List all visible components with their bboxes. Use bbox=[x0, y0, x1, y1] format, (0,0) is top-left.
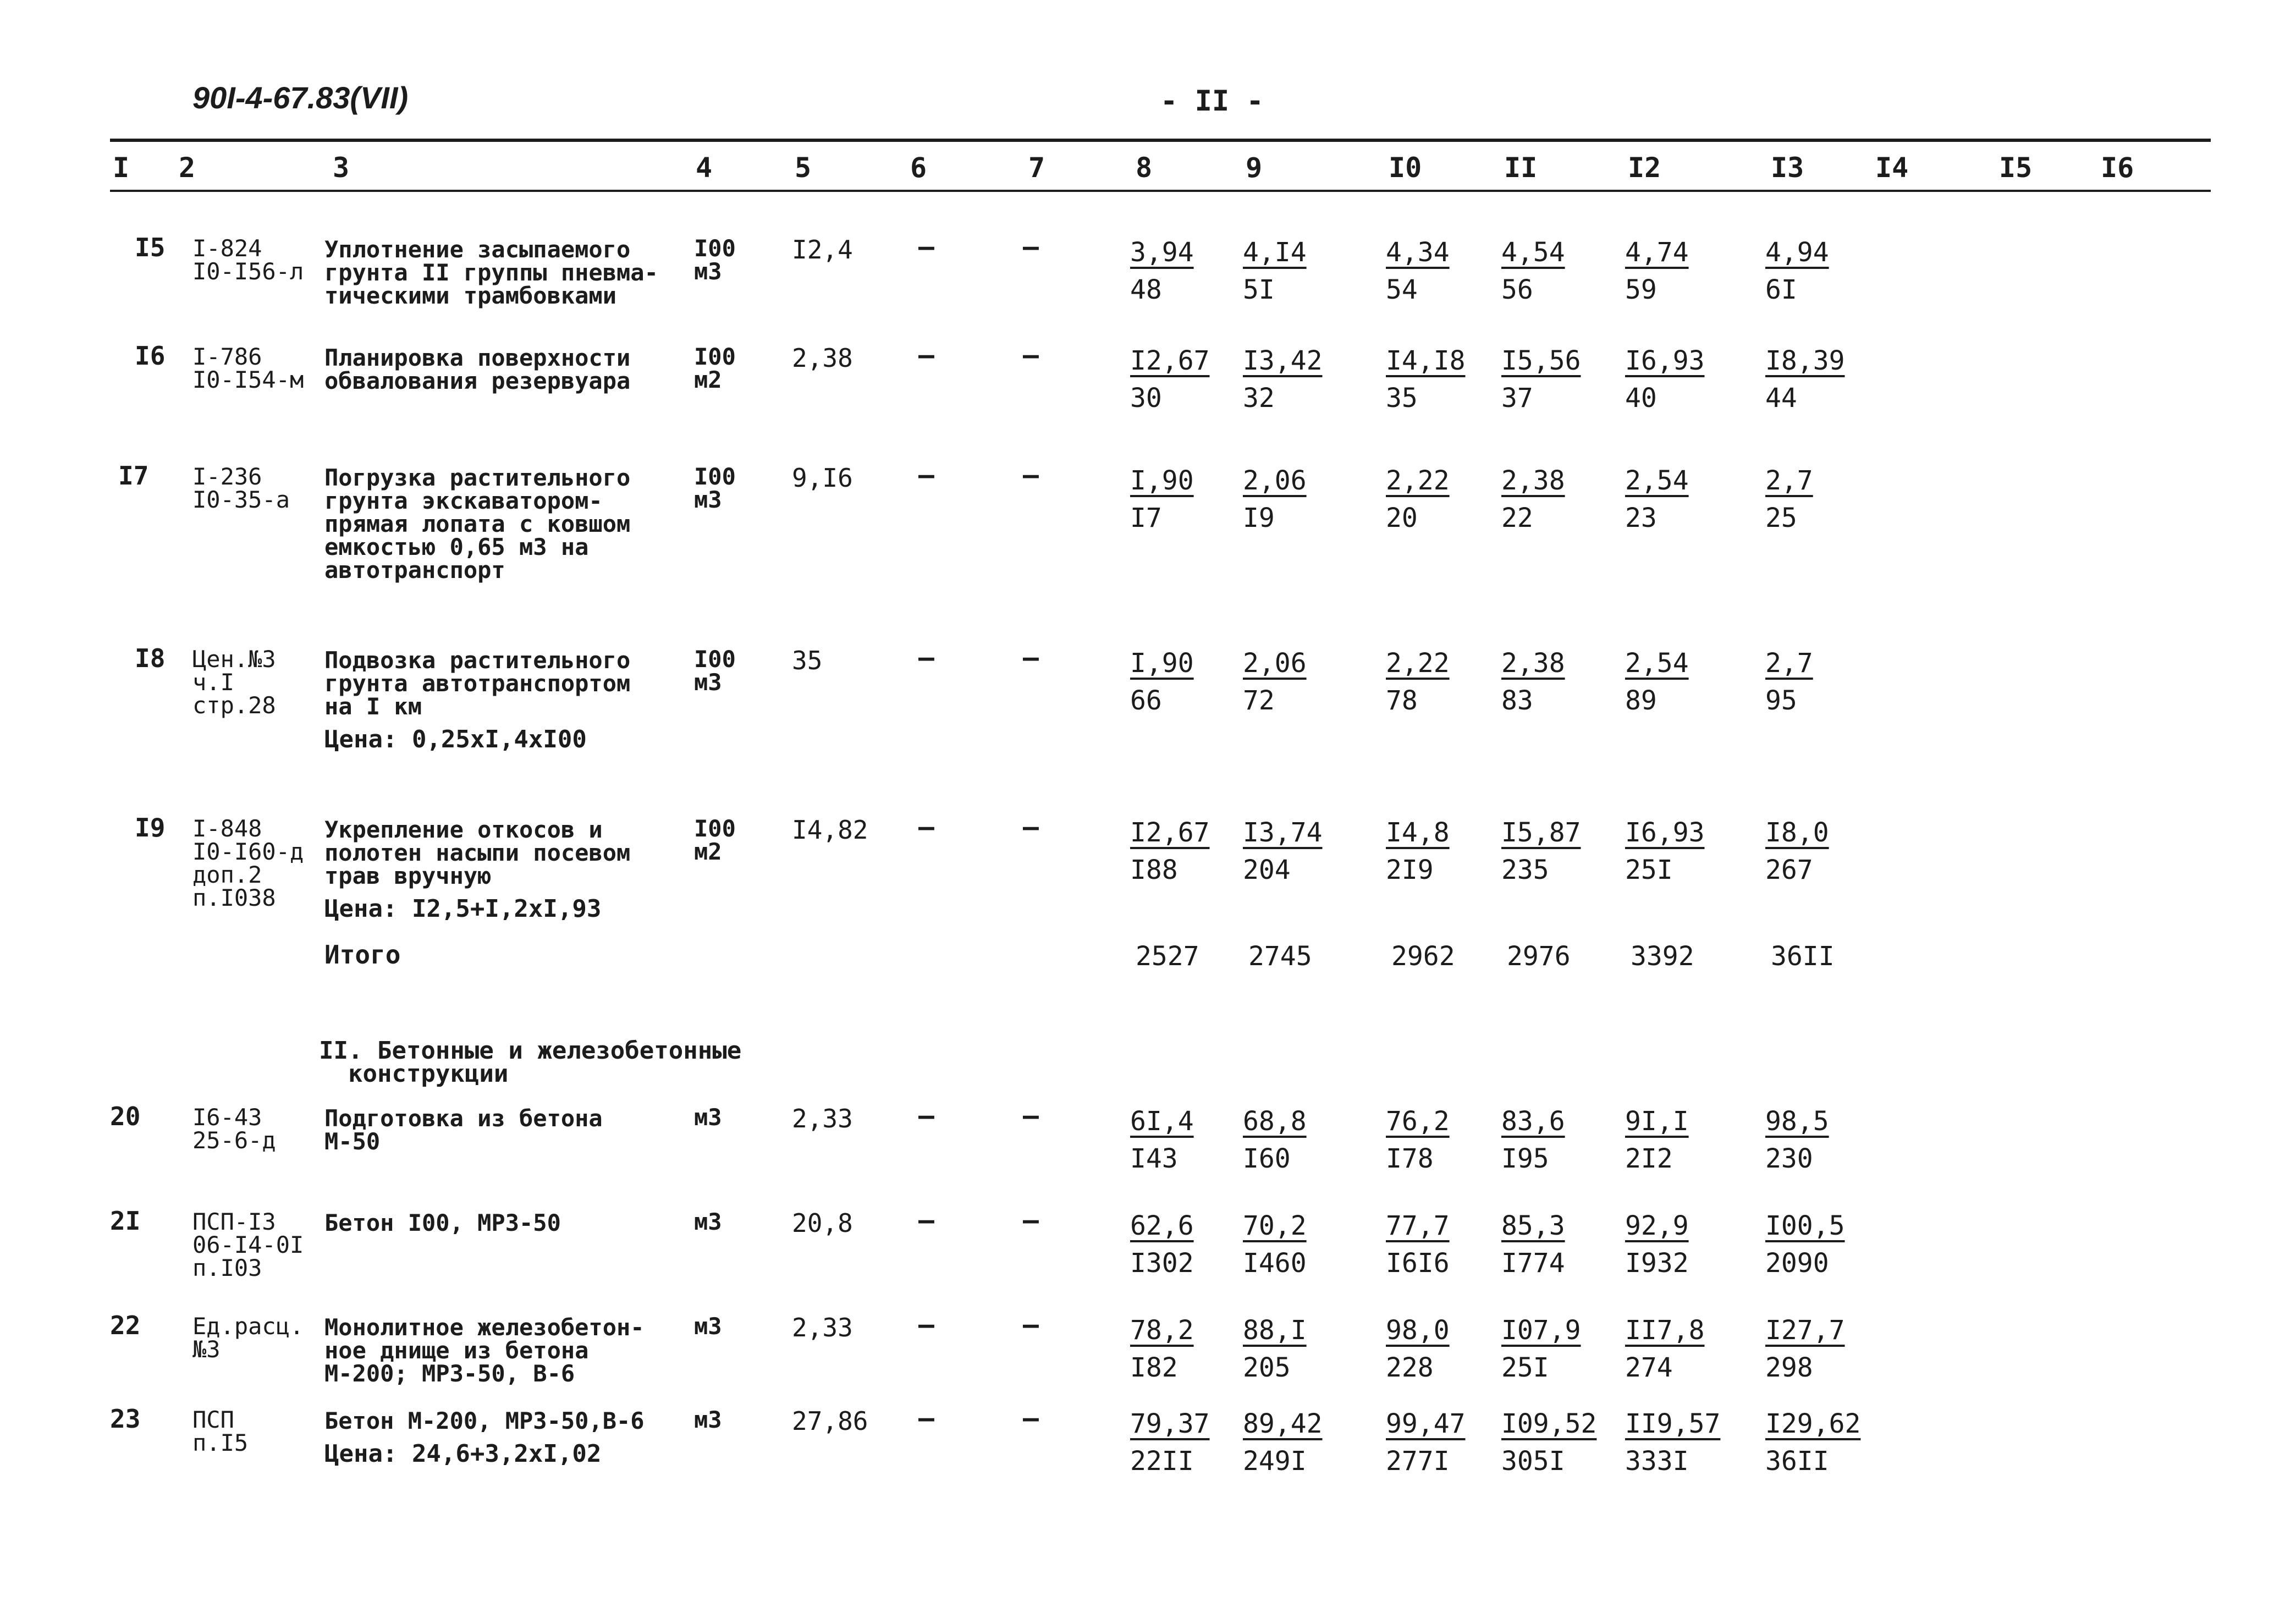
section-title: II. Бетонные и железобетонные конструкции bbox=[319, 1037, 742, 1088]
unit-cost-value: I2,67 bbox=[1130, 817, 1210, 848]
unit-cost-value: 4,I4 bbox=[1243, 237, 1307, 268]
column-header-2: 2 bbox=[179, 152, 196, 184]
unit-cost-value: 98,0 bbox=[1386, 1315, 1450, 1346]
work-description: Монолитное железобетон- ное днище из бетона М-200; МРЗ-50, В-6 bbox=[324, 1314, 645, 1387]
unit-cost-value: 9I,I bbox=[1625, 1106, 1689, 1137]
unit-cost-value: I5,56 bbox=[1501, 345, 1581, 376]
dash-col6: – bbox=[918, 1205, 934, 1236]
unit-cost-value: 2,38 bbox=[1501, 648, 1565, 679]
unit-cost-value: I07,9 bbox=[1501, 1315, 1581, 1346]
total-value: 2962 bbox=[1391, 941, 1455, 972]
total-cost-value: 6I bbox=[1765, 274, 1797, 305]
document-code: 90I-4-67.83(VII) bbox=[192, 80, 409, 115]
total-cost-value: 35 bbox=[1386, 383, 1418, 414]
unit-cost-value: 98,5 bbox=[1765, 1106, 1829, 1137]
unit-cost-value: I3,74 bbox=[1243, 817, 1323, 848]
total-cost-value: 25I bbox=[1625, 855, 1673, 885]
quantity: 2,38 bbox=[792, 343, 853, 373]
unit-cost-value: 2,7 bbox=[1765, 465, 1813, 496]
total-cost-value: I78 bbox=[1386, 1143, 1434, 1174]
header-bottom-rule bbox=[110, 190, 2211, 192]
total-cost-value: 2090 bbox=[1765, 1248, 1829, 1279]
rate-reference: I-236 I0-35-а bbox=[192, 463, 290, 513]
quantity: 35 bbox=[792, 646, 823, 675]
total-cost-value: 72 bbox=[1243, 685, 1275, 716]
unit-cost-value: II7,8 bbox=[1625, 1315, 1705, 1346]
total-cost-value: I9 bbox=[1243, 503, 1275, 533]
total-cost-value: 32 bbox=[1243, 383, 1275, 414]
row-number: 23 bbox=[110, 1404, 141, 1434]
total-cost-value: 228 bbox=[1386, 1352, 1434, 1383]
unit: м3 bbox=[694, 1313, 722, 1340]
row-number: I6 bbox=[135, 341, 166, 371]
unit-cost-value: 2,7 bbox=[1765, 648, 1813, 679]
unit: м3 bbox=[694, 1406, 722, 1433]
unit: I00 м3 bbox=[694, 646, 736, 696]
unit-cost-value: 2,54 bbox=[1625, 465, 1689, 496]
unit: I00 м2 bbox=[694, 343, 736, 393]
row-number: 20 bbox=[110, 1102, 141, 1131]
unit-cost-value: 77,7 bbox=[1386, 1210, 1450, 1241]
unit-cost-value: 68,8 bbox=[1243, 1106, 1307, 1137]
unit-cost-value: 4,94 bbox=[1765, 237, 1829, 268]
dash-col7: – bbox=[1023, 642, 1039, 673]
dash-col6: – bbox=[918, 812, 934, 843]
total-cost-value: 66 bbox=[1130, 685, 1162, 716]
unit-cost-value: I3,42 bbox=[1243, 345, 1323, 376]
unit-cost-value: 2,38 bbox=[1501, 465, 1565, 496]
total-cost-value: 30 bbox=[1130, 383, 1162, 414]
unit: I00 м2 bbox=[694, 815, 736, 865]
work-description: Подготовка из бетона М-50 bbox=[324, 1105, 603, 1155]
unit-cost-value: 2,06 bbox=[1243, 648, 1307, 679]
rate-reference: Цен.№3 ч.I стр.28 bbox=[192, 646, 276, 719]
total-cost-value: I932 bbox=[1625, 1248, 1689, 1279]
total-cost-value: 22 bbox=[1501, 503, 1533, 533]
unit-cost-value: I00,5 bbox=[1765, 1210, 1845, 1241]
quantity: I2,4 bbox=[792, 235, 853, 265]
total-cost-value: 2I9 bbox=[1386, 855, 1434, 885]
column-header-4: 4 bbox=[696, 152, 713, 184]
total-cost-value: I82 bbox=[1130, 1352, 1178, 1383]
unit-cost-value: I6,93 bbox=[1625, 817, 1705, 848]
total-cost-value: 2I2 bbox=[1625, 1143, 1673, 1174]
total-value: 3392 bbox=[1631, 941, 1694, 972]
quantity: I4,82 bbox=[792, 815, 868, 845]
total-cost-value: 78 bbox=[1386, 685, 1418, 716]
total-cost-value: 5I bbox=[1243, 274, 1275, 305]
dash-col7: – bbox=[1023, 460, 1039, 491]
row-number: I7 bbox=[118, 461, 149, 491]
work-description: Бетон I00, МРЗ-50 bbox=[324, 1209, 561, 1236]
total-cost-value: 277I bbox=[1386, 1446, 1450, 1477]
total-cost-value: 59 bbox=[1625, 274, 1657, 305]
dash-col7: – bbox=[1023, 1403, 1039, 1434]
total-cost-value: I88 bbox=[1130, 855, 1178, 885]
total-cost-value: 48 bbox=[1130, 274, 1162, 305]
total-value: 2745 bbox=[1248, 941, 1312, 972]
dash-col6: – bbox=[918, 1100, 934, 1131]
rate-reference: I6-43 25-6-д bbox=[192, 1104, 276, 1154]
quantity: 2,33 bbox=[792, 1313, 853, 1342]
total-cost-value: 204 bbox=[1243, 855, 1291, 885]
column-header-10: I0 bbox=[1389, 152, 1422, 184]
total-value: 36II bbox=[1771, 941, 1835, 972]
total-cost-value: I6I6 bbox=[1386, 1248, 1450, 1279]
unit-cost-value: 2,54 bbox=[1625, 648, 1689, 679]
total-cost-value: 230 bbox=[1765, 1143, 1813, 1174]
column-header-7: 7 bbox=[1028, 152, 1045, 184]
unit-cost-value: II9,57 bbox=[1625, 1408, 1721, 1439]
unit-cost-value: I5,87 bbox=[1501, 817, 1581, 848]
rate-reference: Ед.расц. №3 bbox=[192, 1313, 304, 1363]
unit-cost-value: I29,62 bbox=[1765, 1408, 1861, 1439]
total-cost-value: 305I bbox=[1501, 1446, 1565, 1477]
total-cost-value: I302 bbox=[1130, 1248, 1194, 1279]
total-cost-value: 235 bbox=[1501, 855, 1549, 885]
unit-cost-value: 83,6 bbox=[1501, 1106, 1565, 1137]
column-header-13: I3 bbox=[1771, 152, 1804, 184]
column-header-6: 6 bbox=[910, 152, 927, 184]
dash-col6: – bbox=[918, 1309, 934, 1340]
unit-cost-value: 76,2 bbox=[1386, 1106, 1450, 1137]
row-number: 2I bbox=[110, 1206, 141, 1236]
row-number: 22 bbox=[110, 1311, 141, 1340]
unit-cost-value: I09,52 bbox=[1501, 1408, 1597, 1439]
total-cost-value: 274 bbox=[1625, 1352, 1673, 1383]
quantity: 27,86 bbox=[792, 1406, 868, 1436]
total-cost-value: 20 bbox=[1386, 503, 1418, 533]
unit: I00 м3 bbox=[694, 463, 736, 513]
work-description: Подвозка растительного грунта автотранспортом на I км bbox=[324, 647, 631, 720]
dash-col7: – bbox=[1023, 232, 1039, 262]
column-header-9: 9 bbox=[1246, 152, 1263, 184]
total-cost-value: 83 bbox=[1501, 685, 1533, 716]
unit-cost-value: 88,I bbox=[1243, 1315, 1307, 1346]
unit-cost-value: 99,47 bbox=[1386, 1408, 1466, 1439]
work-description: Погрузка растительного грунта экскаватором- прямая лопата с ковшом емкостью 0,65 м3 на автотранспорт bbox=[324, 464, 631, 583]
quantity: 2,33 bbox=[792, 1104, 853, 1133]
column-header-14: I4 bbox=[1875, 152, 1909, 184]
unit-cost-value: 70,2 bbox=[1243, 1210, 1307, 1241]
unit-cost-value: I,90 bbox=[1130, 648, 1194, 679]
unit-cost-value: I,90 bbox=[1130, 465, 1194, 496]
column-header-5: 5 bbox=[795, 152, 812, 184]
total-cost-value: 25 bbox=[1765, 503, 1797, 533]
total-cost-value: 333I bbox=[1625, 1446, 1689, 1477]
unit-cost-value: I4,I8 bbox=[1386, 345, 1466, 376]
unit-cost-value: 2,22 bbox=[1386, 648, 1450, 679]
total-value: 2976 bbox=[1507, 941, 1571, 972]
total-cost-value: 54 bbox=[1386, 274, 1418, 305]
column-header-11: II bbox=[1504, 152, 1538, 184]
rate-reference: ПСП-I3 06-I4-0I п.I03 bbox=[192, 1208, 304, 1281]
unit-cost-value: I8,39 bbox=[1765, 345, 1845, 376]
rate-reference: I-786 I0-I54-м bbox=[192, 343, 304, 393]
total-cost-value: 25I bbox=[1501, 1352, 1549, 1383]
unit-cost-value: I4,8 bbox=[1386, 817, 1450, 848]
total-cost-value: 22II bbox=[1130, 1446, 1194, 1477]
total-cost-value: 56 bbox=[1501, 274, 1533, 305]
work-description: Укрепление откосов и полотен насыпи посевом трав вручную bbox=[324, 816, 631, 889]
unit-cost-value: 85,3 bbox=[1501, 1210, 1565, 1241]
unit-cost-value: 4,74 bbox=[1625, 237, 1689, 268]
unit-cost-value: I6,93 bbox=[1625, 345, 1705, 376]
column-header-1: I bbox=[113, 152, 130, 184]
unit-cost-value: 3,94 bbox=[1130, 237, 1194, 268]
total-cost-value: 89 bbox=[1625, 685, 1657, 716]
dash-col6: – bbox=[918, 460, 934, 491]
unit-cost-value: 2,22 bbox=[1386, 465, 1450, 496]
unit: м3 bbox=[694, 1208, 722, 1235]
total-cost-value: 40 bbox=[1625, 383, 1657, 414]
total-cost-value: 205 bbox=[1243, 1352, 1291, 1383]
unit: I00 м3 bbox=[694, 235, 736, 285]
total-cost-value: 298 bbox=[1765, 1352, 1813, 1383]
page-number: - II - bbox=[1160, 85, 1264, 118]
dash-col6: – bbox=[918, 1403, 934, 1434]
unit-cost-value: 4,54 bbox=[1501, 237, 1565, 268]
dash-col6: – bbox=[918, 642, 934, 673]
column-header-3: 3 bbox=[333, 152, 350, 184]
dash-col6: – bbox=[918, 340, 934, 371]
unit-cost-value: 92,9 bbox=[1625, 1210, 1689, 1241]
dash-col7: – bbox=[1023, 340, 1039, 371]
unit-cost-value: 2,06 bbox=[1243, 465, 1307, 496]
column-header-15: I5 bbox=[1999, 152, 2033, 184]
work-description: Планировка поверхности обвалования резервуара bbox=[324, 344, 631, 394]
dash-col6: – bbox=[918, 232, 934, 262]
rate-reference: I-824 I0-I56-л bbox=[192, 235, 304, 285]
total-cost-value: I460 bbox=[1243, 1248, 1307, 1279]
unit-cost-value: 62,6 bbox=[1130, 1210, 1194, 1241]
unit-cost-value: 78,2 bbox=[1130, 1315, 1194, 1346]
total-cost-value: I43 bbox=[1130, 1143, 1178, 1174]
total-cost-value: I7 bbox=[1130, 503, 1162, 533]
total-cost-value: I774 bbox=[1501, 1248, 1565, 1279]
row-number: I5 bbox=[135, 233, 166, 262]
quantity: 20,8 bbox=[792, 1208, 853, 1238]
total-cost-value: 249I bbox=[1243, 1446, 1307, 1477]
total-cost-value: I60 bbox=[1243, 1143, 1291, 1174]
work-description: Уплотнение засыпаемого грунта II группы пневма- тическими трамбовками bbox=[324, 236, 658, 309]
total-cost-value: 36II bbox=[1765, 1446, 1829, 1477]
total-cost-value: 37 bbox=[1501, 383, 1533, 414]
unit-cost-value: 79,37 bbox=[1130, 1408, 1210, 1439]
dash-col7: – bbox=[1023, 1100, 1039, 1131]
total-value: 2527 bbox=[1136, 941, 1199, 972]
unit-cost-value: I27,7 bbox=[1765, 1315, 1845, 1346]
total-cost-value: 95 bbox=[1765, 685, 1797, 716]
total-cost-value: I95 bbox=[1501, 1143, 1549, 1174]
price-formula: Цена: I2,5+I,2хI,93 bbox=[324, 895, 602, 923]
column-header-16: I6 bbox=[2101, 152, 2134, 184]
total-label: Итого bbox=[324, 940, 401, 970]
dash-col7: – bbox=[1023, 812, 1039, 843]
quantity: 9,I6 bbox=[792, 463, 853, 493]
price-formula: Цена: 24,6+3,2хI,02 bbox=[324, 1440, 602, 1468]
total-cost-value: 23 bbox=[1625, 503, 1657, 533]
unit-cost-value: 4,34 bbox=[1386, 237, 1450, 268]
row-number: I8 bbox=[135, 643, 166, 673]
price-formula: Цена: 0,25хI,4хI00 bbox=[324, 725, 587, 753]
row-number: I9 bbox=[135, 813, 166, 843]
header-top-rule bbox=[110, 139, 2211, 142]
unit-cost-value: 6I,4 bbox=[1130, 1106, 1194, 1137]
unit-cost-value: I8,0 bbox=[1765, 817, 1829, 848]
dash-col7: – bbox=[1023, 1309, 1039, 1340]
total-cost-value: 267 bbox=[1765, 855, 1813, 885]
total-cost-value: 44 bbox=[1765, 383, 1797, 414]
rate-reference: I-848 I0-I60-д доп.2 п.I038 bbox=[192, 815, 304, 911]
work-description: Бетон М-200, МРЗ-50,В-6 bbox=[324, 1407, 645, 1434]
column-header-8: 8 bbox=[1136, 152, 1153, 184]
unit-cost-value: 89,42 bbox=[1243, 1408, 1323, 1439]
rate-reference: ПСП п.I5 bbox=[192, 1406, 249, 1456]
dash-col7: – bbox=[1023, 1205, 1039, 1236]
unit: м3 bbox=[694, 1104, 722, 1131]
unit-cost-value: I2,67 bbox=[1130, 345, 1210, 376]
column-header-12: I2 bbox=[1628, 152, 1661, 184]
